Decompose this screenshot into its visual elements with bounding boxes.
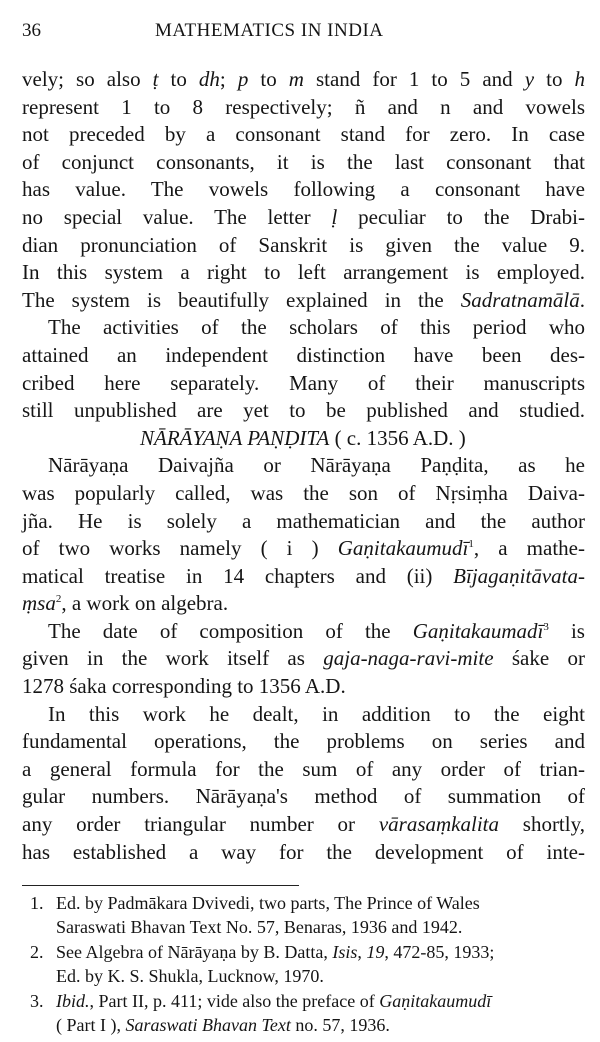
footnote-line <box>30 990 585 1014</box>
text-run: NĀRĀYAṆA PAṆḌITA <box>140 425 330 450</box>
text-run: no special value. The letter <box>22 204 332 229</box>
footnote-line <box>30 892 585 916</box>
text-run: m <box>288 67 304 91</box>
text-run: of two works namely ( i ) <box>22 536 338 561</box>
text-run: Isis <box>332 942 358 962</box>
text-run: Ed. by Padmākara Dvivedi, two parts, The Prince of Wales <box>56 893 480 913</box>
section-heading <box>22 425 585 453</box>
footnote-number: 3. <box>30 991 44 1011</box>
text-run: ; <box>219 67 238 91</box>
text-run: Bījagaṇitāvata- <box>453 563 585 588</box>
running-title: MATHEMATICS IN INDIA <box>155 20 384 41</box>
text-run: has value. The vowels following a consonant have <box>22 177 585 202</box>
text-line <box>22 590 585 618</box>
text-run: Gaṇitakaumadī <box>412 618 544 643</box>
text-run: . <box>579 287 585 312</box>
text-run: , a mathe- <box>473 536 585 561</box>
text-run: matical treatise in 14 chapters and (ii) <box>22 563 454 588</box>
text-line <box>22 535 585 563</box>
footnote-ref: 3 <box>543 620 549 633</box>
text-run: cribed here separately. Many of their manuscripts <box>22 370 585 395</box>
text-run: has established a way for the development of inte- <box>22 839 585 864</box>
footnote-line <box>30 1014 585 1038</box>
text-run: not preceded by a consonant stand for zero. In case <box>22 122 585 147</box>
text-line <box>22 508 585 536</box>
footnote-divider <box>22 885 299 886</box>
text-line <box>22 480 585 508</box>
text-run: ( c. 1356 A.D. ) <box>329 425 466 450</box>
text-line <box>22 397 585 425</box>
text-run: śake or <box>493 646 585 671</box>
text-run: Nārāyaṇa Daivajña or Nārāyaṇa Paṇḍita, as he <box>48 453 585 478</box>
footnote-ref: 1 <box>468 538 474 551</box>
text-line <box>22 811 585 839</box>
text-run: The activities of the scholars of this period who <box>48 315 585 340</box>
text-run: Gaṇitakaumudī <box>337 536 469 561</box>
text-run: In this work he dealt, in addition to the eight <box>48 701 585 726</box>
text-run: Gaṇitakaumudī <box>379 991 492 1011</box>
text-run: is <box>548 618 585 643</box>
text-line <box>22 370 585 398</box>
text-line <box>22 66 585 94</box>
text-run: to <box>248 67 289 91</box>
text-line <box>22 121 585 149</box>
text-run: Saraswati Bhavan Text <box>125 1014 291 1035</box>
text-run: p <box>237 67 249 91</box>
text-run: to <box>534 67 575 91</box>
text-line <box>22 783 585 811</box>
text-run: y <box>524 67 535 91</box>
body-text <box>22 66 585 866</box>
text-run: ṃsa <box>22 591 56 616</box>
text-line <box>22 94 585 122</box>
text-line <box>22 728 585 756</box>
page-number: 36 <box>22 20 41 41</box>
text-run: gular numbers. Nārāyaṇa's method of summation of <box>22 784 585 809</box>
text-run: , 472-85, 1933; <box>384 942 495 962</box>
text-run: fundamental operations, the problems on series and <box>22 729 585 754</box>
text-run: Ibid. <box>56 991 90 1011</box>
text-line <box>22 314 585 342</box>
text-line <box>22 287 585 315</box>
text-run: h <box>574 67 585 91</box>
text-run: gaja-naga-ravi-mite <box>323 646 494 671</box>
running-header <box>22 20 585 50</box>
text-run: a general formula for the sum of any order of trian- <box>22 756 585 781</box>
text-line <box>22 176 585 204</box>
footnote-line <box>30 941 585 965</box>
text-run: attained an independent distinction have been des- <box>22 342 585 367</box>
text-line <box>22 756 585 784</box>
text-line <box>22 839 585 867</box>
text-line <box>22 645 585 673</box>
text-line <box>22 673 585 701</box>
text-run: to <box>158 67 199 91</box>
text-run: Sadratnamālā <box>460 287 580 312</box>
text-line <box>22 452 585 480</box>
text-run: ṭ <box>152 67 159 91</box>
text-run: 19 <box>366 942 385 962</box>
text-run: ḷ <box>331 204 338 229</box>
text-run: peculiar to the Drabi- <box>337 204 586 229</box>
text-run: dian pronunciation of Sanskrit is given the value 9. <box>22 232 585 257</box>
text-line <box>22 342 585 370</box>
footnote-ref: 2 <box>55 593 62 606</box>
text-run: of conjunct consonants, it is the last consonant that <box>22 149 585 174</box>
footnote-line <box>30 965 585 989</box>
text-run: See Algebra of Nārāyaṇa by B. Datta, <box>56 942 333 962</box>
text-run: The system is beautifully explained in the <box>22 287 461 312</box>
text-run: jña. He is solely a mathematician and the author <box>22 508 585 533</box>
text-line <box>22 701 585 729</box>
text-line <box>22 204 585 232</box>
footnote-number: 2. <box>30 942 44 962</box>
text-run: given in the work itself as <box>22 646 324 671</box>
text-run: dh <box>198 67 220 91</box>
text-run: In this system a right to left arrangement is employed. <box>22 260 585 285</box>
footnote-number: 1. <box>30 893 44 913</box>
text-line <box>22 232 585 260</box>
text-run: shortly, <box>498 812 585 837</box>
text-run: , <box>357 942 367 962</box>
text-line <box>22 563 585 591</box>
text-run: Saraswati Bhavan Text No. 57, Benaras, 1936 and 1942. <box>56 916 463 937</box>
text-run: vārasaṃkalita <box>378 812 499 837</box>
text-run: any order triangular number or <box>22 812 379 837</box>
text-run: The date of composition of the <box>48 618 413 643</box>
text-run: represent 1 to 8 respectively; ñ and n and vowels <box>22 94 585 119</box>
text-line <box>22 259 585 287</box>
text-run: was popularly called, was the son of Nṛsiṃha Daiva- <box>22 480 585 505</box>
text-run: no. 57, 1936. <box>290 1014 390 1035</box>
text-run: vely; so also <box>22 67 153 91</box>
text-run: , Part II, p. 411; vide also the preface of <box>89 991 380 1011</box>
text-run: ( Part I ), <box>56 1014 126 1035</box>
text-line <box>22 149 585 177</box>
text-run: Ed. by K. S. Shukla, Lucknow, 1970. <box>56 965 324 986</box>
text-run: 1278 śaka corresponding to 1356 A.D. <box>22 674 346 699</box>
text-run: , a work on algebra. <box>61 591 229 616</box>
footnotes <box>30 892 585 1037</box>
text-run: stand for 1 to 5 and <box>303 67 525 91</box>
footnote-line <box>30 916 585 940</box>
text-run: still unpublished are yet to be published and studied. <box>22 398 585 423</box>
text-line <box>22 618 585 646</box>
